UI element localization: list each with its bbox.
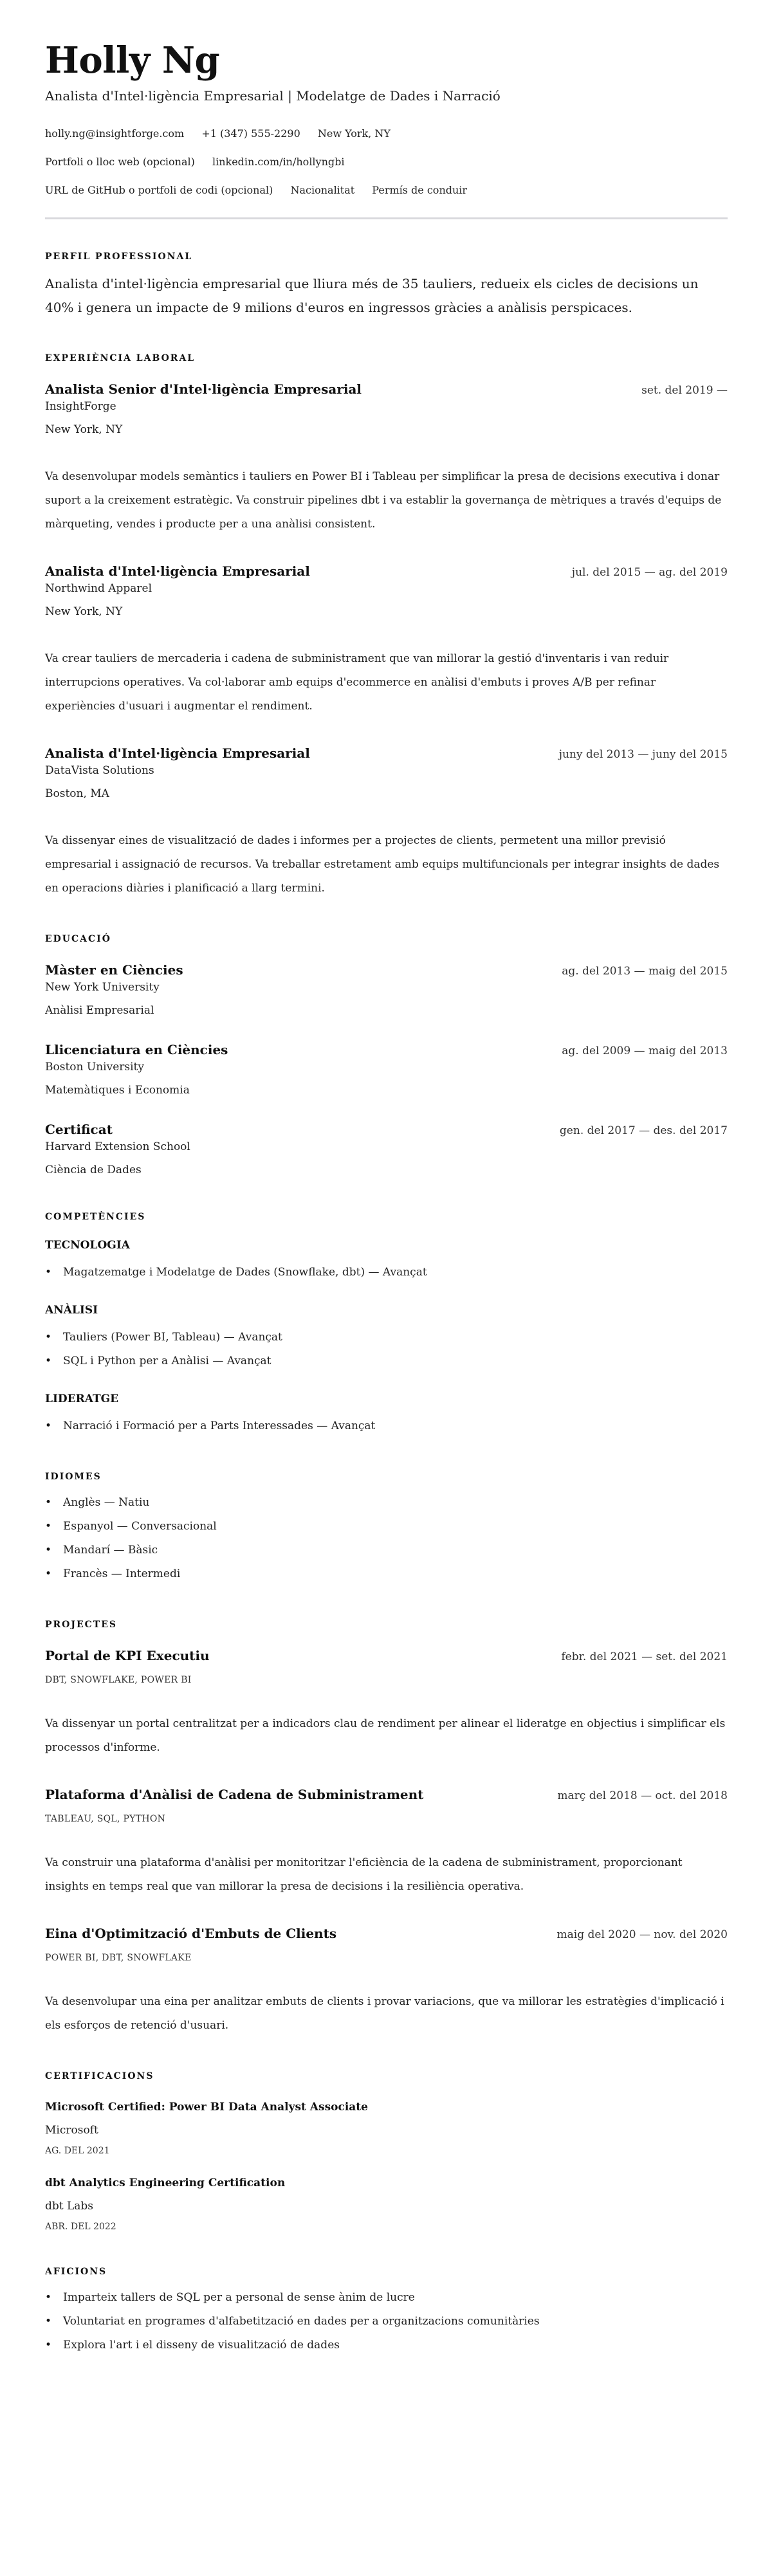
skill-category: TECNOLOGIA	[45, 1239, 130, 1252]
certification-name: Microsoft Certified: Power BI Data Analyst Associate	[45, 2101, 368, 2114]
project-dates: febr. del 2021 — set. del 2021	[561, 1650, 728, 1663]
degree: Llicenciatura en Ciències	[45, 1042, 228, 1057]
project-dates: març del 2018 — oct. del 2018	[557, 1789, 728, 1802]
company: InsightForge	[45, 400, 116, 413]
field-of-study: Matemàtiques i Economia	[45, 1084, 190, 1097]
header-divider	[45, 217, 728, 219]
project-description: Va construir una plataforma d'anàlisi per monitoritzar l'eficiència de la cadena de subministrament, proporcionant insights en temps real que van millorar la presa de decisions i la resiliència operativa.	[45, 1856, 683, 1893]
certification-name: dbt Analytics Engineering Certification	[45, 2177, 286, 2189]
job-location: New York, NY	[45, 423, 123, 436]
job-title: Analista d'Intel·ligència Empresarial	[45, 745, 310, 761]
candidate-name: Holly Ng	[45, 39, 220, 82]
project-entry	[45, 1647, 728, 1760]
education-section	[45, 933, 728, 1178]
experience-entry	[45, 744, 728, 900]
job-location: Boston, MA	[45, 787, 109, 800]
project-entry	[45, 1924, 728, 2038]
email[interactable]: holly.ng@insightforge.com	[45, 127, 185, 140]
job-title: Analista Senior d'Intel·ligència Empresarial	[45, 381, 362, 397]
degree: Màster en Ciències	[45, 962, 183, 978]
section-title: EDUCACIÓ	[45, 934, 111, 944]
skill-list	[45, 1326, 728, 1373]
summary-section	[45, 250, 728, 320]
drivers-license: Permís de conduir	[372, 184, 468, 196]
certification-issuer: dbt Labs	[45, 2200, 94, 2213]
contact-row	[45, 183, 728, 198]
contact-row	[45, 126, 728, 142]
skill-item: • Narració i Formació per a Parts Interessades — Avançat	[45, 1414, 728, 1438]
certification-entry	[45, 2175, 728, 2233]
education-entry	[45, 961, 728, 1019]
resume-header	[45, 39, 728, 219]
education-dates: gen. del 2017 — des. del 2017	[559, 1124, 728, 1137]
projects-section	[45, 1618, 728, 2038]
job-dates: jul. del 2015 — ag. del 2019	[571, 566, 728, 579]
education-entry	[45, 1041, 728, 1099]
school: New York University	[45, 981, 160, 994]
project-name: Eina d'Optimització d'Embuts de Clients	[45, 1926, 337, 1941]
nationality: Nacionalitat	[290, 184, 355, 196]
phone[interactable]: +1 (347) 555-2290	[201, 127, 300, 140]
language-item: • Francès — Intermedi	[45, 1562, 728, 1586]
section-title: CERTIFICACIONS	[45, 2071, 154, 2081]
section-title: AFICIONS	[45, 2267, 107, 2277]
language-item: • Mandarí — Bàsic	[45, 1539, 728, 1562]
github-link[interactable]: URL de GitHub o portfoli de codi (opcional)	[45, 184, 273, 196]
project-dates: maig del 2020 — nov. del 2020	[556, 1928, 728, 1941]
skill-category: LIDERATGE	[45, 1393, 119, 1405]
language-item: • Espanyol — Conversacional	[45, 1515, 728, 1539]
certification-entry	[45, 2099, 728, 2157]
language-list	[45, 1491, 728, 1586]
contact-row	[45, 154, 728, 170]
skill-item: • SQL i Python per a Anàlisi — Avançat	[45, 1349, 728, 1373]
field-of-study: Ciència de Dades	[45, 1164, 142, 1176]
job-title: Analista d'Intel·ligència Empresarial	[45, 563, 310, 579]
skills-section	[45, 1210, 728, 1438]
language-item: • Anglès — Natiu	[45, 1491, 728, 1515]
skill-item: • Tauliers (Power BI, Tableau) — Avançat	[45, 1326, 728, 1349]
job-dates: juny del 2013 — juny del 2015	[558, 748, 728, 761]
skill-list	[45, 1414, 728, 1438]
degree: Certificat	[45, 1122, 113, 1137]
certifications-section	[45, 2070, 728, 2233]
school: Boston University	[45, 1061, 144, 1073]
section-title: IDIOMES	[45, 1472, 102, 1482]
hobby-list	[45, 2286, 728, 2357]
section-title: PERFIL PROFESSIONAL	[45, 251, 193, 262]
section-title: COMPETÈNCIES	[45, 1212, 146, 1222]
hobby-item: • Explora l'art i el disseny de visualització de dades	[45, 2334, 728, 2357]
skill-list	[45, 1261, 728, 1284]
job-description: Va crear tauliers de mercaderia i cadena de subministrament que van millorar la gestió d'inventaris i van reduir interrupcions operatives. Va col·laborar amb equips d'ecommerce en anàlisi d'embuts i proves A/B per refinar experiències d'usuari i augmentar el rendiment.	[45, 652, 669, 713]
hobby-item: • Voluntariat en programes d'alfabetització en dades per a organitzacions comunitàries	[45, 2310, 728, 2334]
project-description: Va dissenyar un portal centralitzat per a indicadors clau de rendiment per alinear el lideratge en objectius i simplificar els processos d'informe.	[45, 1717, 726, 1754]
company: DataVista Solutions	[45, 764, 154, 777]
section-title: EXPERIÈNCIA LABORAL	[45, 353, 196, 363]
job-description: Va desenvolupar models semàntics i tauliers en Power BI i Tableau per simplificar la presa de decisions executiva i donar suport a la creixement estratègic. Va construir pipelines dbt i va establir la governança de mètriques a través d'equips de màrqueting, vendes i producte per a una anàlisi consistent.	[45, 470, 722, 531]
education-dates: ag. del 2009 — maig del 2013	[562, 1045, 728, 1057]
experience-entry	[45, 380, 728, 536]
skill-item: • Magatzematge i Modelatge de Dades (Snowflake, dbt) — Avançat	[45, 1261, 728, 1284]
certification-issuer: Microsoft	[45, 2124, 98, 2137]
job-dates: set. del 2019 —	[641, 384, 728, 397]
languages-section	[45, 1470, 728, 1586]
job-location: New York, NY	[45, 605, 123, 618]
hobbies-section	[45, 2265, 728, 2357]
skill-category: ANÀLISI	[45, 1304, 98, 1317]
project-tags: TABLEAU, SQL, PYTHON	[45, 1814, 166, 1824]
location: New York, NY	[317, 127, 391, 140]
project-name: Plataforma d'Anàlisi de Cadena de Subministrament	[45, 1787, 424, 1802]
job-description: Va dissenyar eines de visualització de dades i informes per a projectes de clients, permetent una millor previsió empresarial i assignació de recursos. Va treballar estretament amb equips multifuncionals per integrar insights de dades en operacions diàries i planificació a llarg termini.	[45, 834, 720, 895]
project-name: Portal de KPI Executiu	[45, 1648, 210, 1663]
education-entry	[45, 1120, 728, 1178]
experience-section	[45, 352, 728, 900]
field-of-study: Anàlisi Empresarial	[45, 1004, 154, 1017]
headline: Analista d'Intel·ligència Empresarial | Modelatge de Dades i Narració	[45, 88, 501, 104]
education-dates: ag. del 2013 — maig del 2015	[562, 965, 728, 978]
project-entry	[45, 1786, 728, 1899]
project-description: Va desenvolupar una eina per analitzar embuts de clients i provar variacions, que va millorar les estratègies d'implicació i els esforços de retenció d'usuari.	[45, 1995, 724, 2032]
summary-text: Analista d'intel·ligència empresarial que lliura més de 35 tauliers, redueix els cicles de decisions un 40% i genera un impacte de 9 milions d'euros en ingressos gràcies a anàlisis perspicaces.	[45, 276, 699, 315]
experience-entry	[45, 562, 728, 718]
certification-date: AG. DEL 2021	[45, 2146, 110, 2156]
project-tags: DBT, SNOWFLAKE, POWER BI	[45, 1675, 192, 1685]
section-title: PROJECTES	[45, 1620, 117, 1630]
hobby-item: • Imparteix tallers de SQL per a personal de sense ànim de lucre	[45, 2286, 728, 2310]
portfolio-link[interactable]: Portfoli o lloc web (opcional)	[45, 156, 195, 168]
linkedin-link[interactable]: linkedin.com/in/hollyngbi	[212, 156, 345, 168]
school: Harvard Extension School	[45, 1140, 190, 1153]
company: Northwind Apparel	[45, 582, 152, 595]
project-tags: POWER BI, DBT, SNOWFLAKE	[45, 1953, 192, 1963]
certification-date: ABR. DEL 2022	[45, 2222, 116, 2232]
